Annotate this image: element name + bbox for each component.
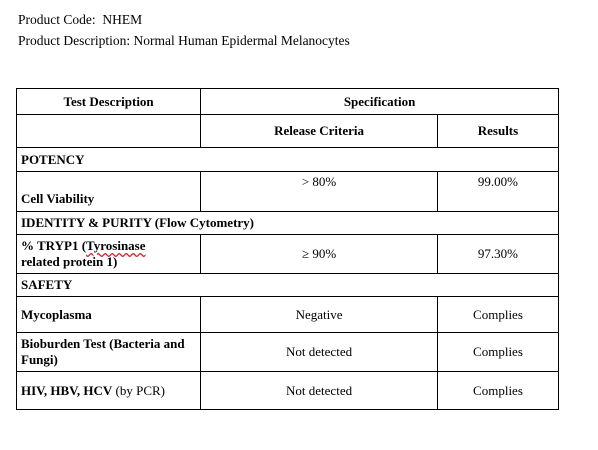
- section-identity-purity-label: IDENTITY & PURITY (Flow Cytometry): [17, 212, 559, 235]
- table-row-bioburden: [17, 333, 559, 372]
- test-tryp1: [17, 235, 201, 274]
- result-mycoplasma: Complies: [437, 297, 558, 333]
- col-specification-header: Specification: [201, 89, 559, 115]
- criteria-mycoplasma: Negative: [201, 297, 438, 333]
- table-row-cell-viability: [17, 172, 559, 212]
- product-code-label: Product Code:: [18, 12, 96, 27]
- table-row-tryp1: [17, 235, 559, 274]
- tryp1-underlined-word: Tyrosinase: [86, 238, 146, 253]
- hiv-test-normal: (by PCR): [112, 382, 166, 398]
- product-description-label: Product Description:: [18, 33, 131, 48]
- test-mycoplasma: Mycoplasma: [17, 297, 201, 333]
- result-hiv: Complies: [437, 372, 558, 410]
- section-row-potency: [17, 148, 559, 172]
- criteria-tryp1: ≥ 90%: [201, 235, 438, 274]
- product-description-line: [18, 33, 350, 49]
- test-bioburden: Bioburden Test (Bacteria and Fungi): [17, 333, 201, 372]
- test-hiv: [17, 372, 201, 410]
- test-cell-viability: Cell Viability: [17, 172, 201, 212]
- col-release-criteria-header: Release Criteria: [201, 115, 438, 148]
- criteria-hiv: Not detected: [201, 372, 438, 410]
- col-test-description-header: Test Description: [17, 89, 201, 115]
- section-potency-label: POTENCY: [17, 148, 559, 172]
- result-tryp1: 97.30%: [437, 235, 558, 274]
- result-cell-viability: 99.00%: [437, 172, 558, 212]
- criteria-cell-viability: > 80%: [201, 172, 438, 212]
- table-row-hiv: [17, 372, 559, 410]
- table-row-mycoplasma: [17, 297, 559, 333]
- empty-header-cell: [17, 115, 201, 148]
- section-safety-label: SAFETY: [17, 274, 559, 297]
- product-description-value: Normal Human Epidermal Melanocytes: [133, 33, 350, 48]
- tryp1-suffix: related protein 1): [21, 254, 118, 269]
- product-code-line: [18, 12, 142, 28]
- col-results-header: Results: [437, 115, 558, 148]
- table-subheader-row: [17, 115, 559, 148]
- table-header-row: [17, 89, 559, 115]
- criteria-bioburden: Not detected: [201, 333, 438, 372]
- hiv-test-bold: HIV, HBV, HCV: [21, 382, 113, 398]
- section-row-identity-purity: [17, 212, 559, 235]
- specification-table: [16, 88, 559, 410]
- section-row-safety: [17, 274, 559, 297]
- result-bioburden: Complies: [437, 333, 558, 372]
- product-code-value: NHEM: [102, 12, 143, 27]
- tryp1-prefix: % TRYP1 (: [21, 238, 87, 253]
